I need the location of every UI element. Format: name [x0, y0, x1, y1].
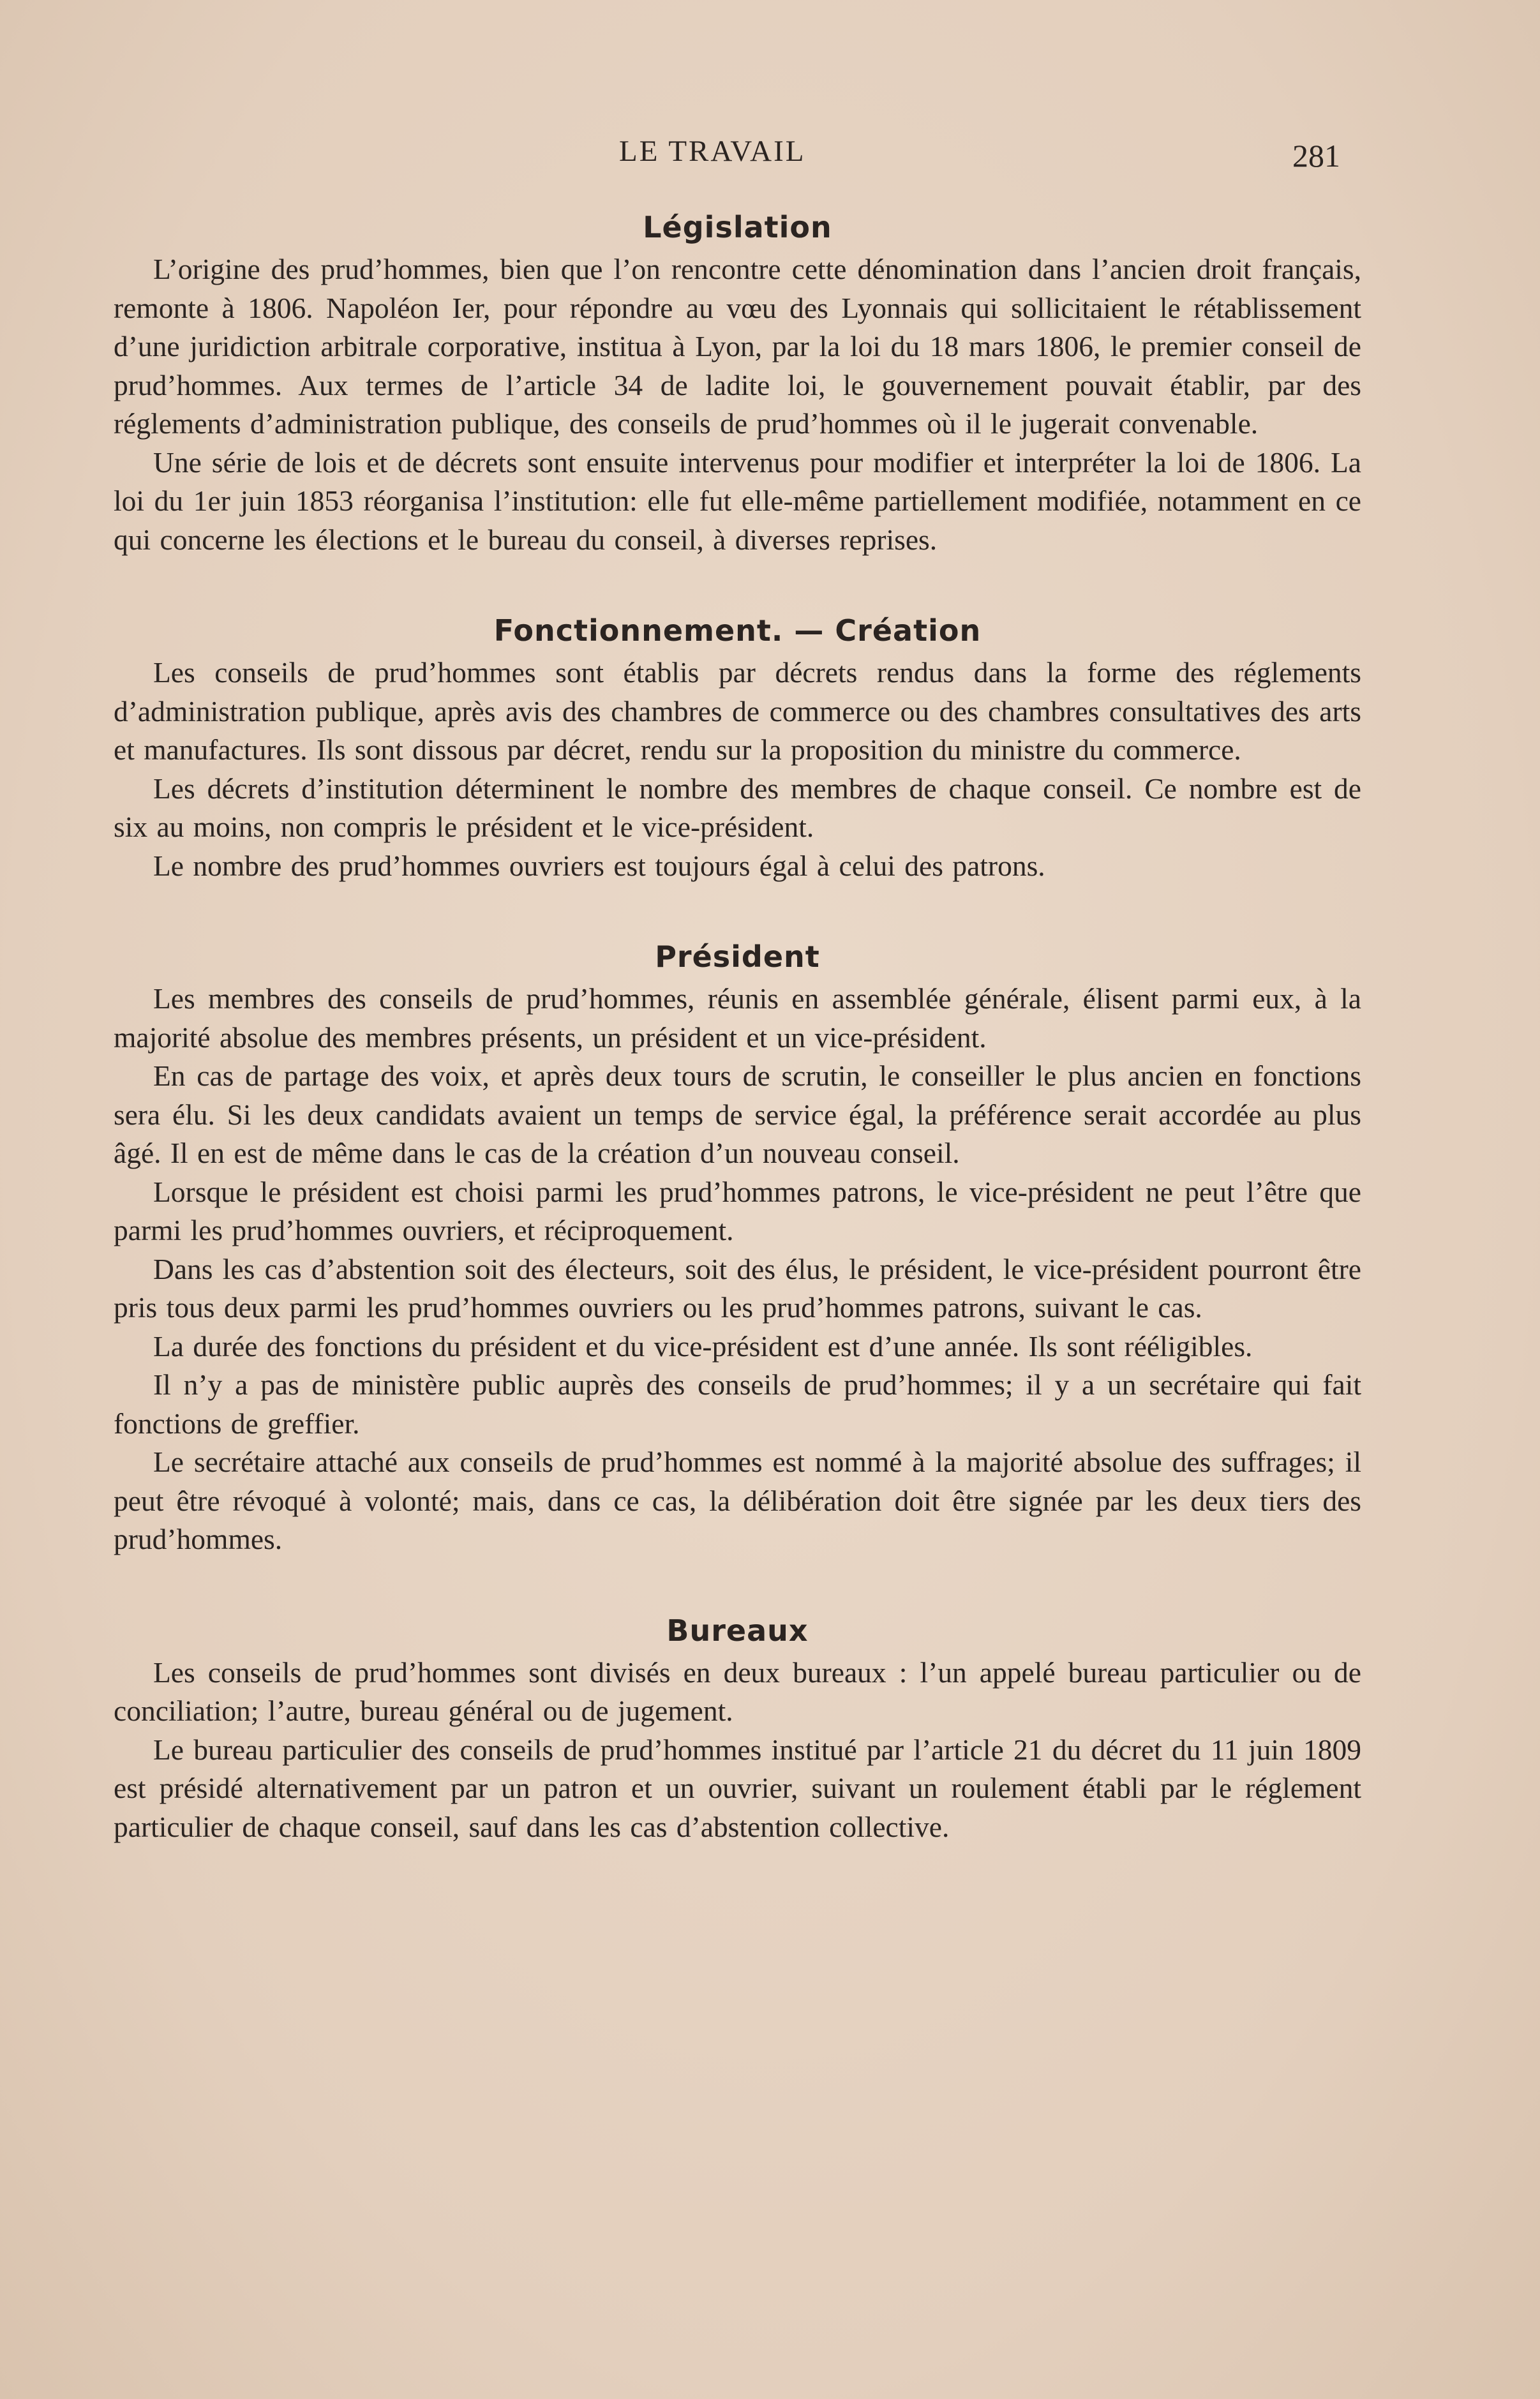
paragraph: Les conseils de prud’hommes sont divisés en deux bureaux : l’un appelé bureau particulier ou de conciliation; l’autre, bureau général ou de jugement.: [114, 1655, 1361, 1727]
paragraph: Dans les cas d’abstention soit des électeurs, soit des élus, le président, le vice-président pourront être pris tous deux parmi les prud’hommes ouvriers ou les prud’hommes patrons, suivant le cas.: [114, 1252, 1361, 1324]
section-legislation: [114, 204, 1361, 559]
paragraph: En cas de partage des voix, et après deux tours de scrutin, le conseiller le plus ancien en fonctions sera élu. Si les deux candidats avaient un temps de service égal, la préférence serait accordée au plus âgé. Il en est de même dans le cas de la création d’un nouveau conseil.: [114, 1059, 1361, 1169]
paragraph: L’origine des prud’hommes, bien que l’on rencontre cette dénomination dans l’ancien droit français, remonte à 1806. Napoléon Ier, pour répondre au vœu des Lyonnais qui sollicitaient le rétablissement d’une juridiction arbitrale corporative, institua à Lyon, par la loi du 18 mars 1806, le premier conseil de prud’hommes. Aux termes de l’article 34 de ladite loi, le gouvernement pouvait établir, par des réglements d’administration publique, des conseils de prud’hommes où il le jugerait convenable.: [114, 253, 1361, 440]
paragraph: Le bureau particulier des conseils de prud’hommes institué par l’article 21 du décret du 11 juin 1809 est présidé alternativement par un patron et un ouvrier, suivant un roulement établi par le réglement particulier de chaque conseil, sauf dans les cas d’abstention collective.: [114, 1733, 1361, 1843]
paragraph: Les membres des conseils de prud’hommes, réunis en assemblée générale, élisent parmi eux, à la majorité absolue des membres présents, un président et un vice-président.: [114, 982, 1361, 1054]
paragraph: Lorsque le président est choisi parmi les prud’hommes patrons, le vice-président ne peut l’être que parmi les prud’hommes ouvriers, et réciproquement.: [114, 1175, 1361, 1246]
section-heading: Président: [655, 939, 820, 974]
page-number: 281: [1292, 138, 1340, 174]
paragraph: Une série de lois et de décrets sont ensuite intervenus pour modifier et interpréter la loi de 1806. La loi du 1er juin 1853 réorganisa l’institution: elle fut elle-même partiellement modifiée, notamment en ce qui concerne les élections et le bureau du conseil, à diverses reprises.: [114, 445, 1361, 556]
paragraph: Le secrétaire attaché aux conseils de prud’hommes est nommé à la majorité absolue des suffrages; il peut être révoqué à volonté; mais, dans ce cas, la délibération doit être signée par les deux tiers des prud’hommes.: [114, 1446, 1361, 1555]
section-heading: Bureaux: [666, 1613, 809, 1648]
page-body: [114, 204, 1361, 1846]
running-title: LE TRAVAIL: [619, 135, 806, 168]
section-heading: Législation: [643, 210, 832, 244]
paragraph: Il n’y a pas de ministère public auprès des conseils de prud’hommes; il y a un secrétaire qui fait fonctions de greffier.: [114, 1368, 1361, 1440]
paragraph: Les conseils de prud’hommes sont établis par décrets rendus dans la forme des réglements d’administration publique, après avis des chambres de commerce ou des chambres consultatives des arts et manufactures. Ils sont dissous par décret, rendu sur la proposition du ministre du commerce.: [114, 656, 1361, 766]
section-heading: Fonctionnement. — Création: [493, 613, 982, 648]
section-president: [114, 934, 1361, 1559]
paragraph: Le nombre des prud’hommes ouvriers est toujours égal à celui des patrons.: [153, 849, 1045, 882]
paragraph: La durée des fonctions du président et du vice-président est d’une année. Ils sont rééligibles.: [153, 1329, 1253, 1363]
paragraph: Les décrets d’institution déterminent le nombre des membres de chaque conseil. Ce nombre est de six au moins, non compris le président et le vice-président.: [114, 772, 1361, 843]
section-fonctionnement: [114, 608, 1361, 885]
section-bureaux: [114, 1608, 1361, 1847]
